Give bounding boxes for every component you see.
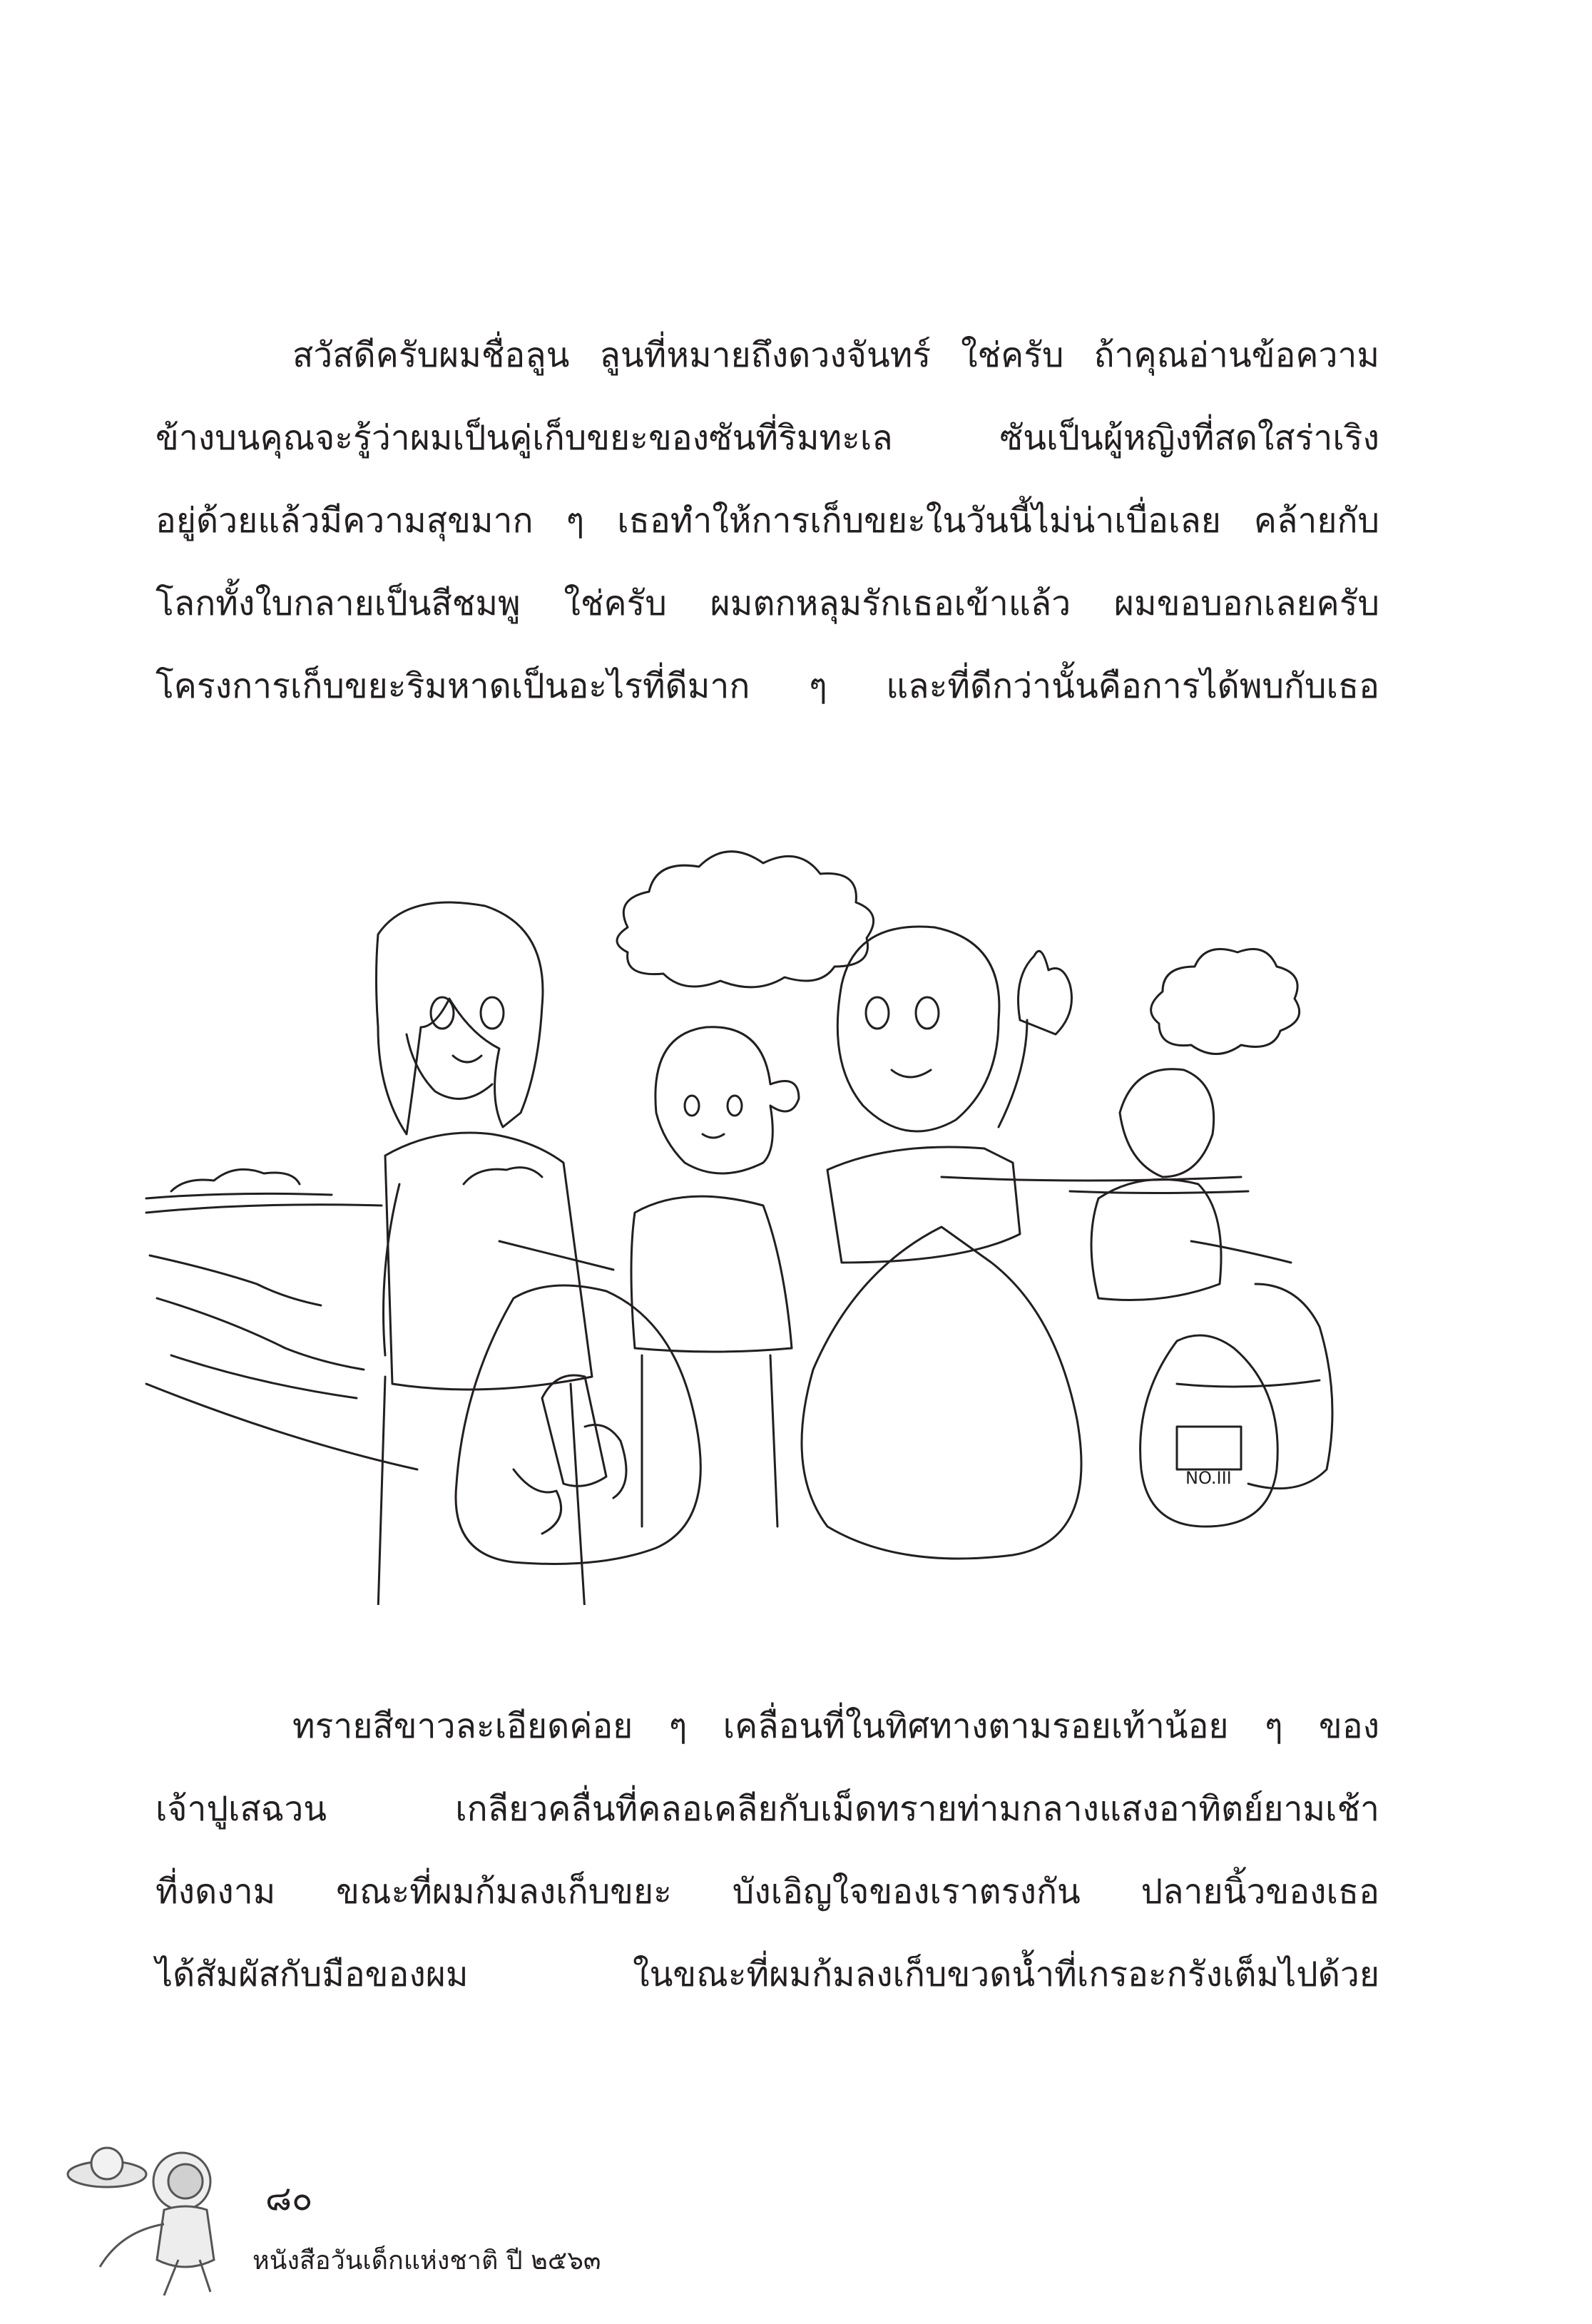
paragraph-line: เจ้าปูเสฉวน เกลียวคลื่นที่คลอเคลียกับเม็ดทรายท่ามกลางแสงอาทิตย์ยามเช้า [155, 1789, 1379, 1829]
cloud-icon [617, 852, 874, 987]
paragraph-line: ที่งดงาม ขณะที่ผมก้มลงเก็บขยะ บังเอิญใจของเราตรงกัน ปลายนิ้วของเธอ [155, 1872, 1379, 1912]
old-woman-figure [1120, 1069, 1214, 1177]
beach-cleanup-illustration [143, 842, 1355, 1605]
page-number: ๘๐ [265, 2178, 313, 2218]
astronaut-icon [57, 2131, 271, 2303]
paragraph-line: โครงการเก็บขยะริมหาดเป็นอะไรที่ดีมาก ๆ และที่ดีกว่านั้นคือการได้พบกับเธอ [155, 666, 1379, 706]
paragraph-line: ทรายสีขาวละเอียดค่อย ๆ เคลื่อนที่ในทิศทางตามรอยเท้าน้อย ๆ ของ [292, 1706, 1379, 1746]
paragraph-line: สวัสดีครับผมชื่อลูน ลูนที่หมายถึงดวงจันทร์ ใช่ครับ ถ้าคุณอ่านข้อความ [292, 335, 1379, 375]
paragraph-line: โลกทั้งใบกลายเป็นสีชมพู ใช่ครับ ผมตกหลุมรักเธอเข้าแล้ว ผมขอบอกเลยครับ [155, 583, 1379, 623]
bag-label: NO.III [1185, 1468, 1232, 1488]
story-paragraph-1 [155, 314, 1379, 728]
man-figure [837, 927, 999, 1131]
paragraph-line: ข้างบนคุณจะรู้ว่าผมเป็นคู่เก็บขยะของซันที่ริมทะเล ซันเป็นผู้หญิงที่สดใสร่าเริง [155, 418, 1379, 458]
trash-bag-right [1141, 1335, 1278, 1527]
book-title: หนังสือวันเด็กแห่งชาติ ปี ๒๕๖๓ [252, 2246, 601, 2275]
trash-bag-center [802, 1227, 1081, 1559]
paragraph-line: ได้สัมผัสกับมือของผม ในขณะที่ผมก้มลงเก็บขวดน้ำที่เกรอะกรังเต็มไปด้วย [155, 1954, 1379, 1994]
paragraph-line: อยู่ด้วยแล้วมีความสุขมาก ๆ เธอทำให้การเก็บขยะในวันนี้ไม่น่าเบื่อเลย คล้ายกับ [155, 501, 1379, 541]
cloud-icon [1151, 949, 1300, 1054]
story-paragraph-2 [155, 1685, 1379, 2016]
girl-figure [655, 1027, 799, 1173]
